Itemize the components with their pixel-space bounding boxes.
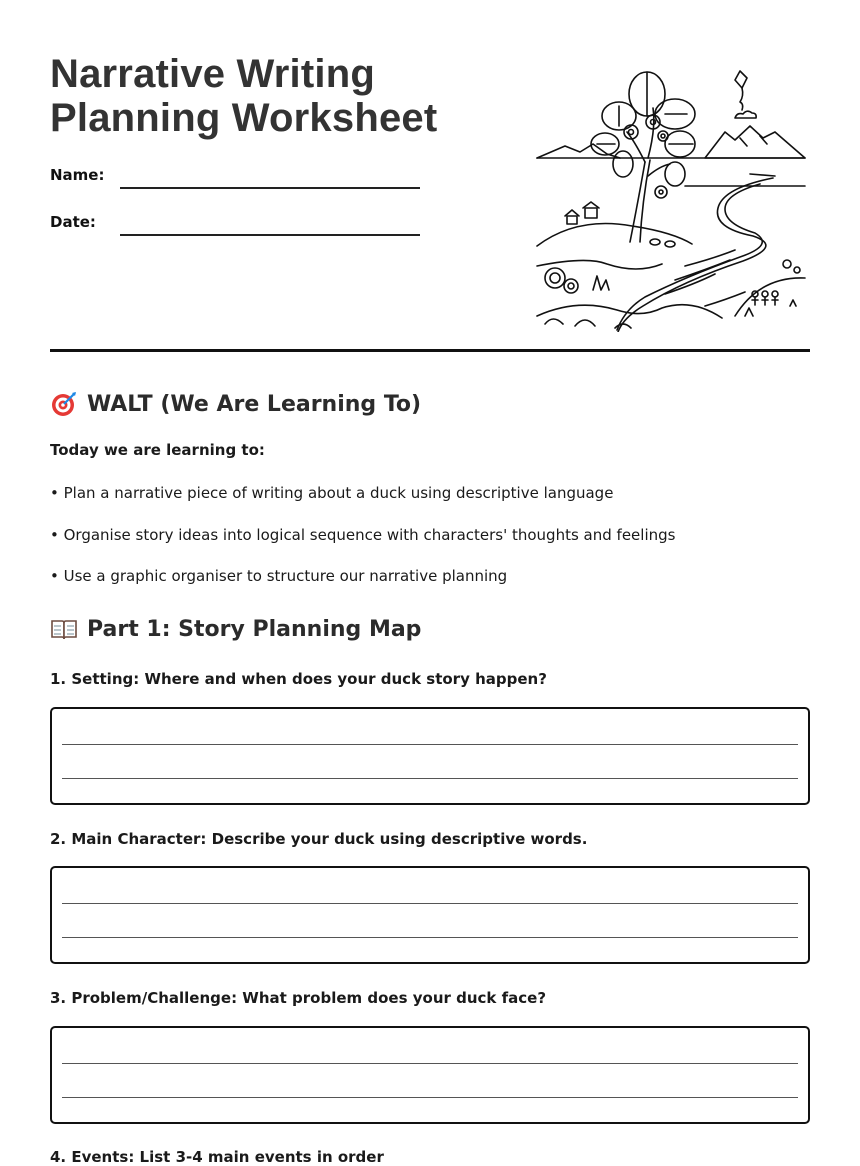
writing-line (62, 1063, 798, 1064)
header-divider (50, 349, 810, 352)
part1-heading-text: Part 1: Story Planning Map (87, 616, 422, 642)
page-title (50, 52, 437, 140)
name-field[interactable] (50, 166, 420, 190)
title-line-2: Planning Worksheet (50, 96, 438, 140)
target-dart-icon (50, 390, 78, 418)
open-book-icon (50, 615, 78, 643)
worksheet-header (50, 0, 810, 350)
question-main-character: 2. Main Character: Describe your duck using descriptive words. (50, 830, 588, 848)
walt-bullet-3: • Use a graphic organiser to structure our narrative planning (50, 567, 508, 585)
answer-box-main-character[interactable] (50, 866, 810, 964)
question-events: 4. Events: List 3-4 main events in order (50, 1148, 384, 1166)
writing-line (62, 937, 798, 938)
part1-heading (50, 615, 421, 643)
answer-box-problem[interactable] (50, 1026, 810, 1124)
walt-heading-text: WALT (We Are Learning To) (87, 391, 422, 417)
title-line-1: Narrative Writing (50, 52, 375, 96)
date-field[interactable] (50, 213, 420, 237)
walt-bullet-2: • Organise story ideas into logical sequence with characters' thoughts and feelings (50, 526, 676, 544)
answer-box-setting[interactable] (50, 707, 810, 805)
date-line[interactable] (120, 234, 420, 236)
writing-line (62, 1097, 798, 1098)
walt-intro: Today we are learning to: (50, 441, 265, 459)
question-problem: 3. Problem/Challenge: What problem does your duck face? (50, 989, 547, 1007)
writing-line (62, 778, 798, 779)
name-label: Name: (50, 166, 105, 184)
writing-line (62, 903, 798, 904)
landscape-tree-illustration (535, 66, 810, 332)
walt-bullet-1: • Plan a narrative piece of writing about a duck using descriptive language (50, 484, 614, 502)
writing-line (62, 744, 798, 745)
date-label: Date: (50, 213, 96, 231)
name-line[interactable] (120, 187, 420, 189)
walt-heading (50, 390, 421, 418)
worksheet-page (50, 0, 810, 1166)
question-setting: 1. Setting: Where and when does your duck story happen? (50, 670, 547, 688)
